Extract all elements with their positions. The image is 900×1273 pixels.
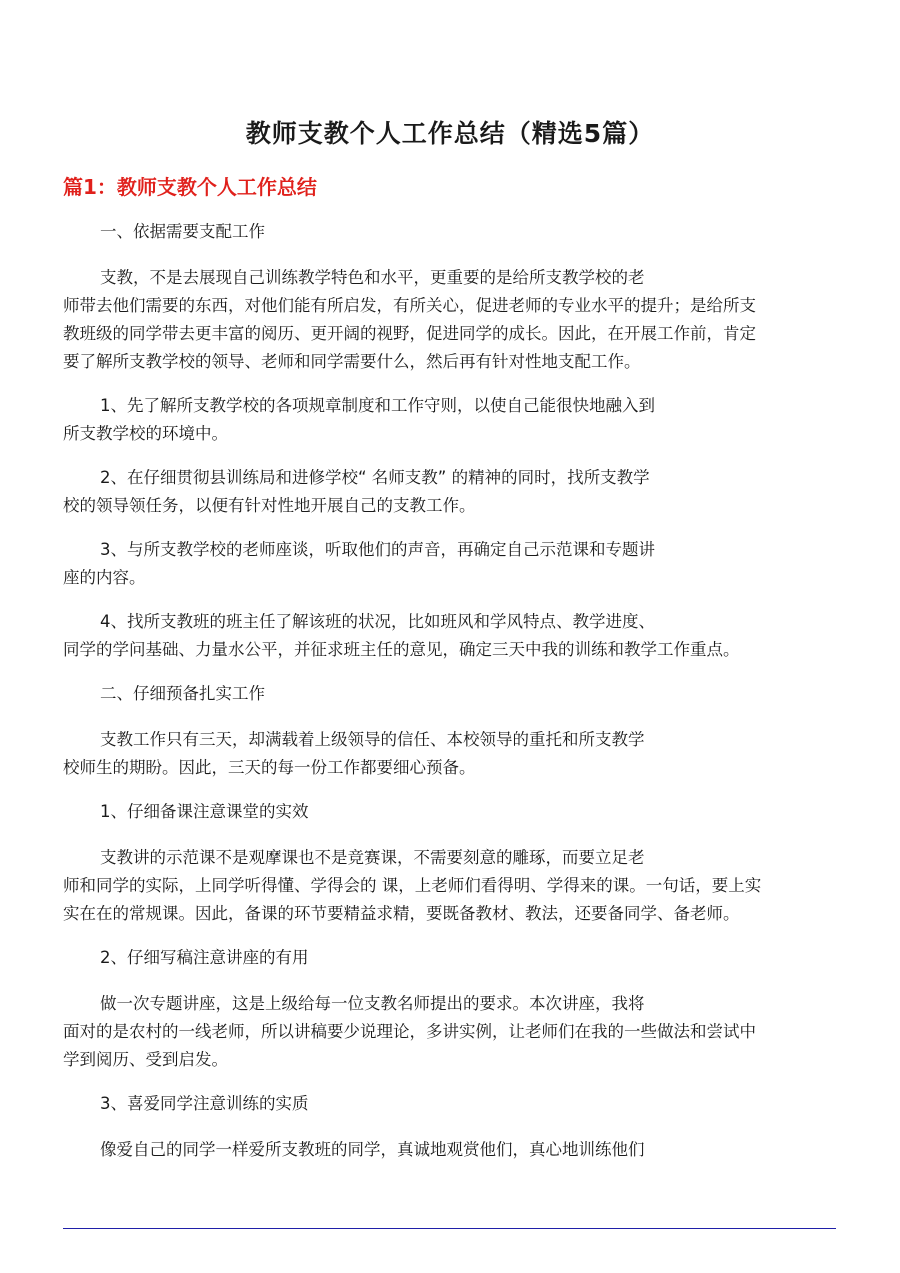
subsection-heading: 2、仔细写稿注意讲座的有用 xyxy=(100,948,309,967)
paragraph-line: 校师生的期盼。因此，三天的每一份工作都要细心预备。 xyxy=(63,758,476,777)
paragraph-line: 要了解所支教学校的领导、老师和同学需要什么，然后再有针对性地支配工作。 xyxy=(63,352,641,371)
paragraph-line: 2、在仔细贯彻县训练局和进修学校“ 名师支教” 的精神的同时，找所支教学 xyxy=(100,468,650,487)
paragraph-line: 像爱自己的同学一样爱所支教班的同学，真诚地观赏他们，真心地训练他们 xyxy=(100,1140,645,1159)
footer-divider xyxy=(63,1228,836,1229)
subsection-heading: 3、喜爱同学注意训练的实质 xyxy=(100,1094,309,1113)
subsection-heading: 1、仔细备课注意课堂的实效 xyxy=(100,802,309,821)
paragraph-line: 支教，不是去展现自己训练教学特色和水平，更重要的是给所支教学校的老 xyxy=(100,268,645,287)
paragraph-line: 同学的学问基础、力量水公平，并征求班主任的意见，确定三天中我的训练和教学工作重点。 xyxy=(63,640,740,659)
paragraph-line: 支教工作只有三天，却满载着上级领导的信任、本校领导的重托和所支教学 xyxy=(100,730,645,749)
paragraph-line: 所支教学校的环境中。 xyxy=(63,424,228,443)
paragraph-line: 座的内容。 xyxy=(63,568,146,587)
paragraph-line: 3、与所支教学校的老师座谈，听取他们的声音，再确定自己示范课和专题讲 xyxy=(100,540,655,559)
paragraph-line: 学到阅历、受到启发。 xyxy=(63,1050,228,1069)
paragraph-line: 师和同学的实际，上同学听得懂、学得会的 课，上老师们看得明、学得来的课。一句话，要上实 xyxy=(63,876,762,895)
paragraph-line: 教班级的同学带去更丰富的阅历、更开阔的视野，促进同学的成长。因此，在开展工作前，肯定 xyxy=(63,324,756,343)
section-heading: 二、仔细预备扎实工作 xyxy=(100,684,265,703)
paragraph-line: 师带去他们需要的东西，对他们能有所启发，有所关心，促进老师的专业水平的提升；是给所支 xyxy=(63,296,756,315)
paragraph-line: 校的领导领任务，以便有针对性地开展自己的支教工作。 xyxy=(63,496,476,515)
chapter-heading: 篇1：教师支教个人工作总结 xyxy=(63,175,317,199)
paragraph-line: 4、找所支教班的班主任了解该班的状况，比如班风和学风特点、教学进度、 xyxy=(100,612,655,631)
paragraph-line: 支教讲的示范课不是观摩课也不是竞赛课，不需要刻意的雕琢，而要立足老 xyxy=(100,848,645,867)
paragraph-line: 1、先了解所支教学校的各项规章制度和工作守则，以使自己能很快地融入到 xyxy=(100,396,655,415)
paragraph-line: 实在在的常规课。因此，备课的环节要精益求精，要既备教材、教法，还要备同学、备老师。 xyxy=(63,904,740,923)
paragraph-line: 面对的是农村的一线老师，所以讲稿要少说理论，多讲实例，让老师们在我的一些做法和尝试中 xyxy=(63,1022,756,1041)
document-title: 教师支教个人工作总结（精选5篇） xyxy=(245,119,655,148)
paragraph-line: 做一次专题讲座，这是上级给每一位支教名师提出的要求。本次讲座，我将 xyxy=(100,994,645,1013)
section-heading: 一、依据需要支配工作 xyxy=(100,222,265,241)
